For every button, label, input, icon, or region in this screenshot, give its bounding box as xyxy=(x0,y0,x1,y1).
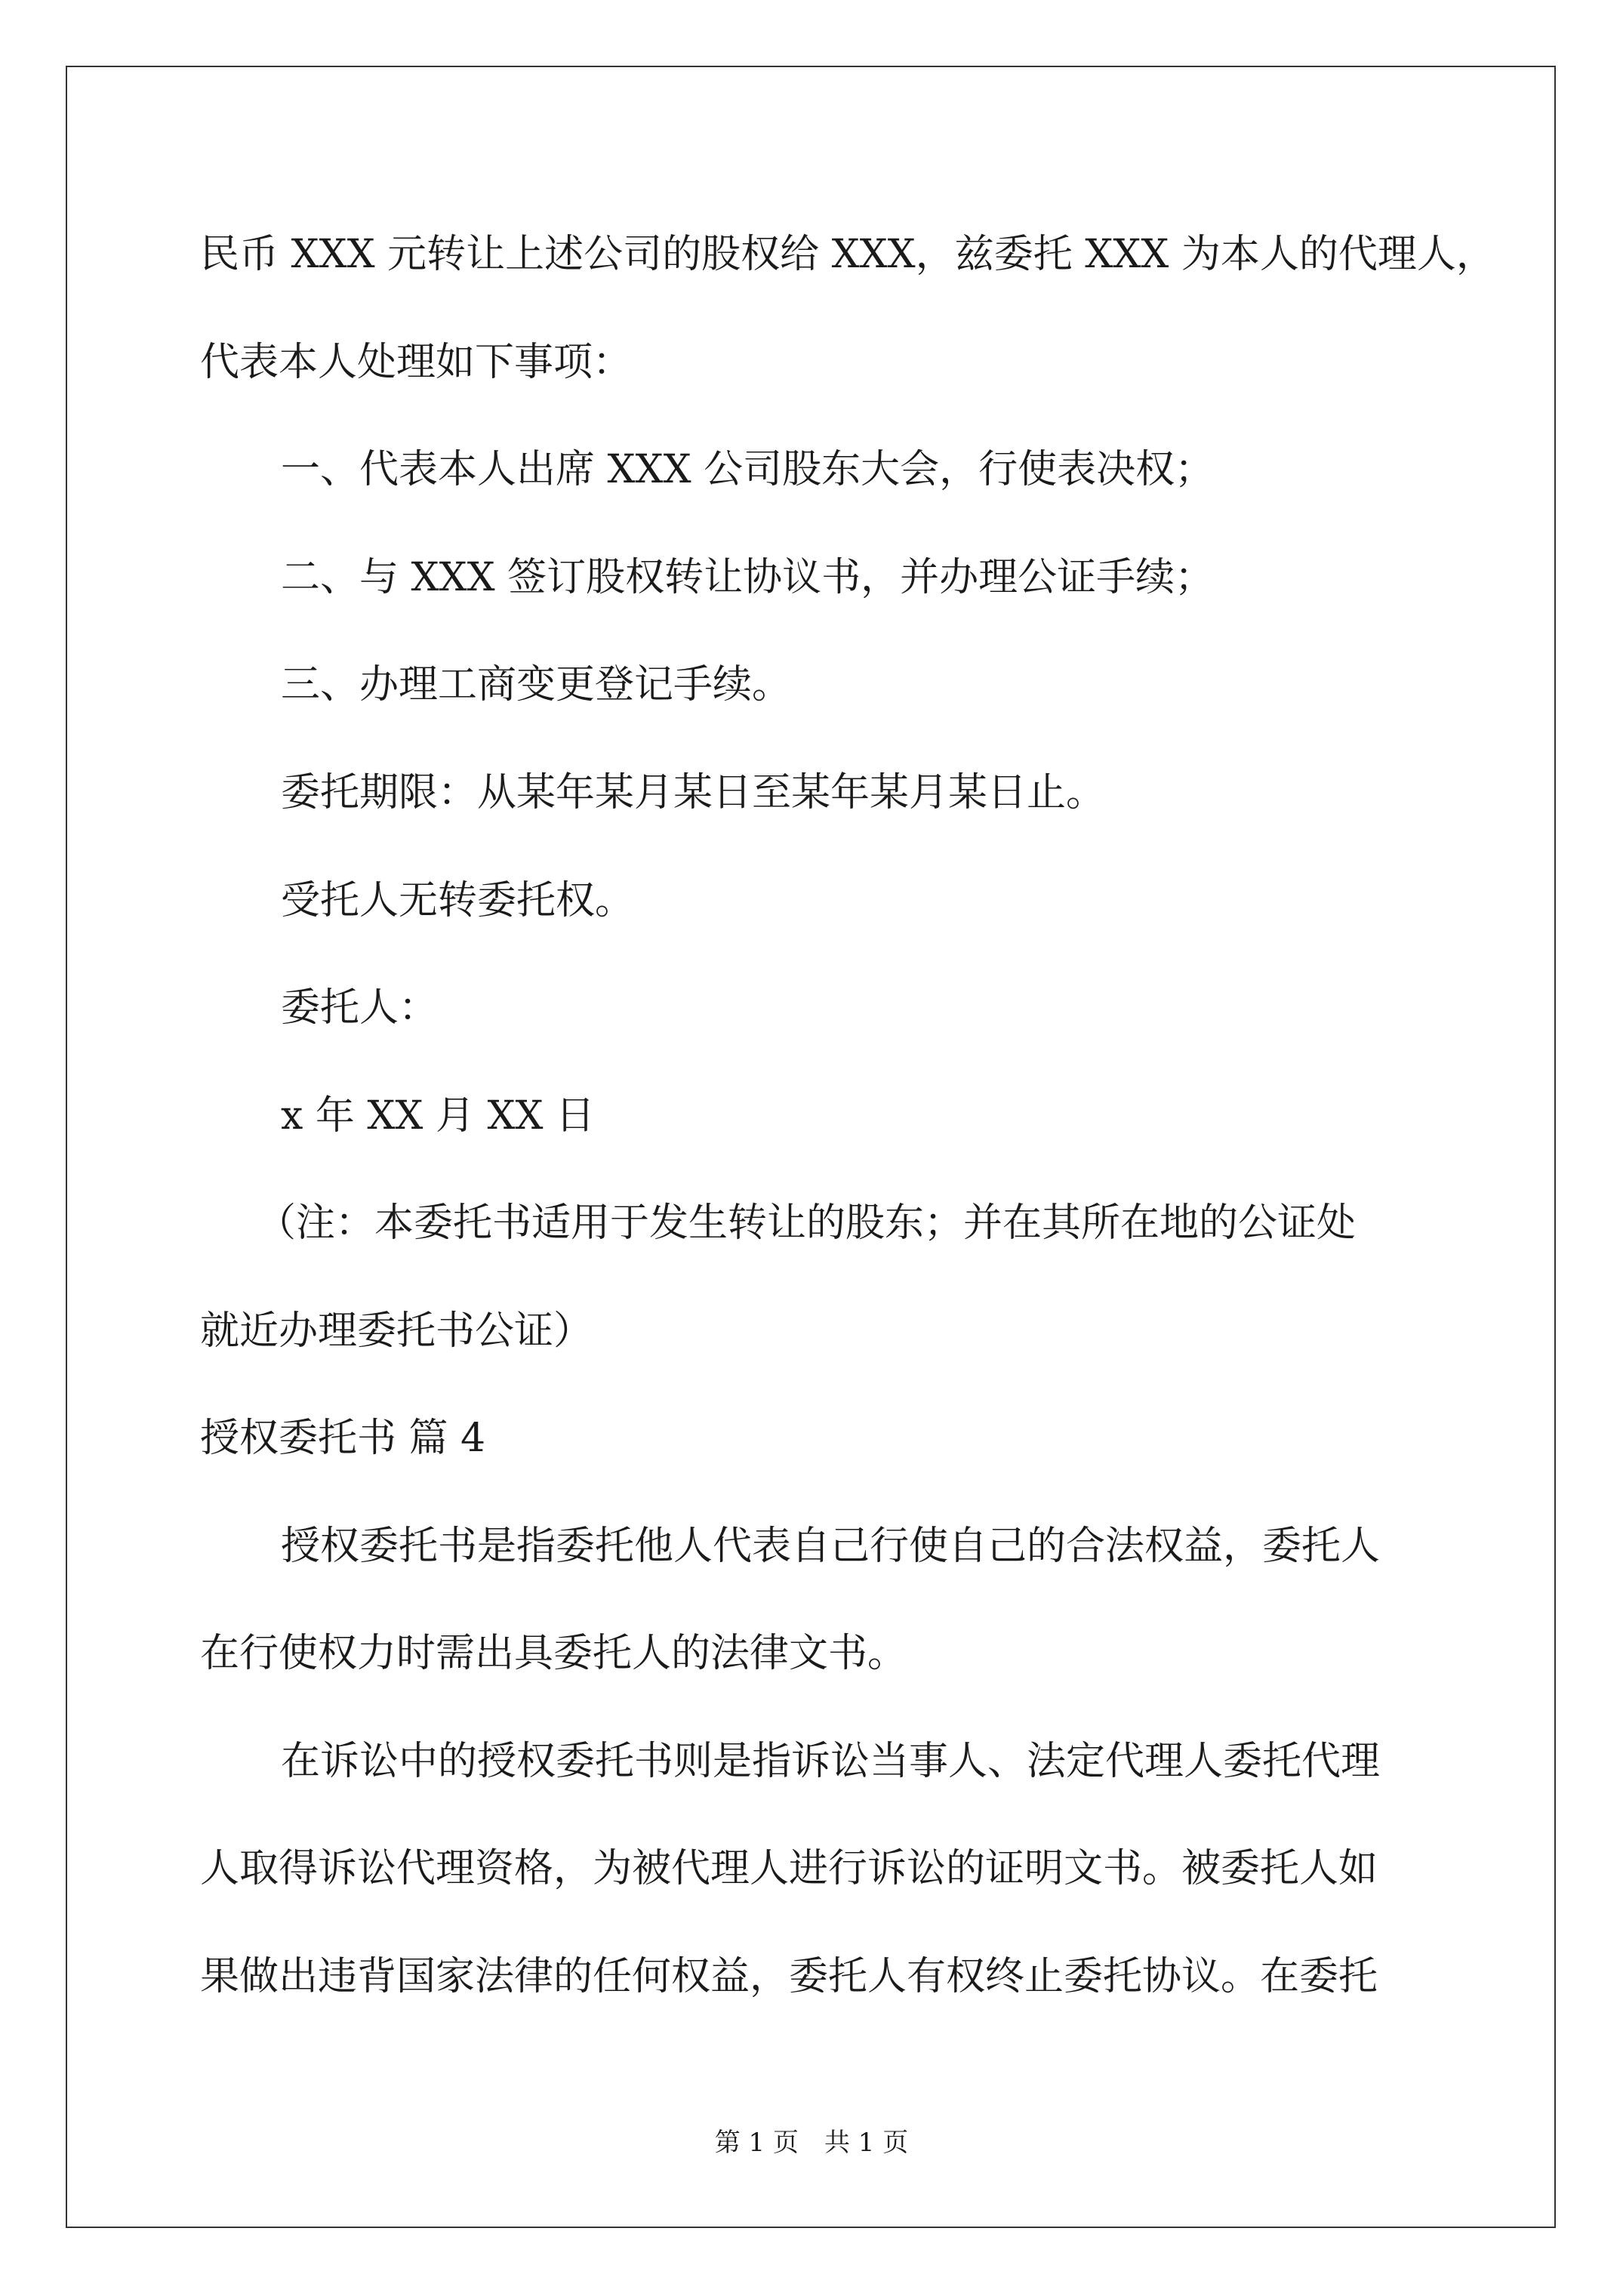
text-line: 授权委托书是指委托他人代表自己行使自己的合法权益，委托人 xyxy=(281,1524,1381,1569)
text-line: 受托人无转委托权。 xyxy=(281,878,635,923)
text-line: 委托期限：从某年某月某日至某年某月某日止。 xyxy=(281,770,1106,815)
text-line: 在诉讼中的授权委托书则是指诉讼当事人、法定代理人委托代理 xyxy=(281,1739,1381,1784)
note-line: （注：本委托书适用于发生转让的股东；并在其所在地的公证处 xyxy=(257,1200,1357,1246)
page-footer: 第 1 页 共 1 页 xyxy=(714,2128,909,2158)
note-line: 就近办理委托书公证） xyxy=(200,1308,593,1354)
text-line: 人取得诉讼代理资格，为被代理人进行诉讼的证明文书。被委托人如 xyxy=(200,1846,1378,1891)
date-line: x 年 XX 月 XX 日 xyxy=(281,1093,596,1139)
text-line: 果做出违背国家法律的任何权益，委托人有权终止委托协议。在委托 xyxy=(200,1954,1378,1999)
text-line: 民币 XXX 元转让上述公司的股权给 XXX，兹委托 XXX 为本人的代理人， xyxy=(200,232,1495,277)
text-line: 三、办理工商变更登记手续。 xyxy=(281,662,792,707)
text-line: 代表本人处理如下事项： xyxy=(200,340,633,385)
text-line: 一、代表本人出席 XXX 公司股东大会，行使表决权； xyxy=(281,447,1215,492)
text-line: 二、与 XXX 签订股权转让协议书，并办理公证手续； xyxy=(281,555,1215,600)
text-line: 在行使权力时需出具委托人的法律文书。 xyxy=(200,1631,907,1676)
section-heading: 授权委托书 篇 4 xyxy=(200,1416,486,1461)
text-line: 委托人： xyxy=(281,985,439,1031)
page-border xyxy=(66,66,1556,2228)
